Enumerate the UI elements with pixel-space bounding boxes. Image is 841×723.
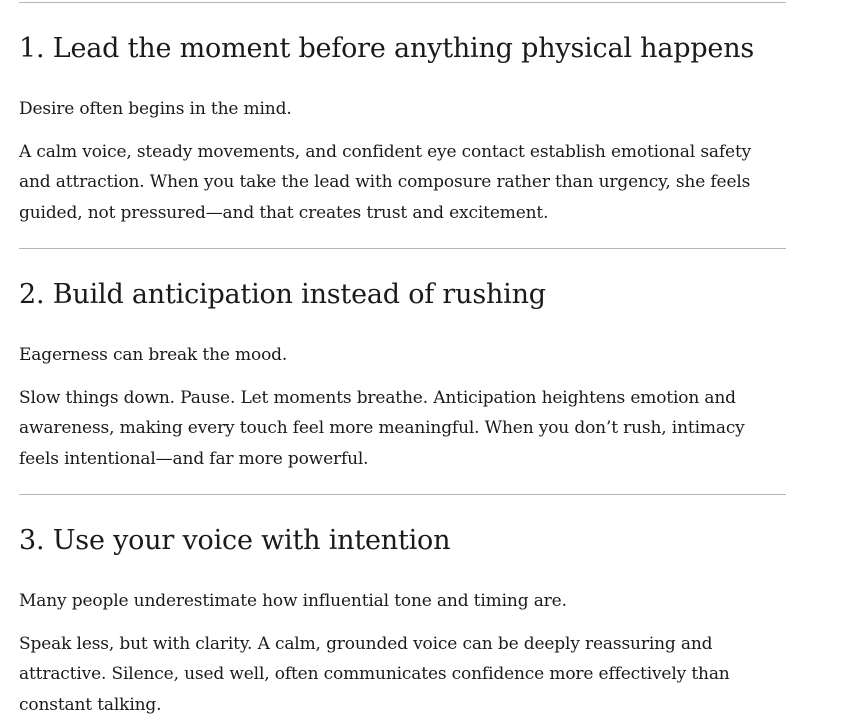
section-divider xyxy=(19,2,786,3)
section-body: Slow things down. Pause. Let moments breathe. Anticipation heightens emotion and awareness, making every touch feel more meaningful. When you don’t rush, intimacy feels intentional—and far more powerful. xyxy=(19,387,745,469)
section-body: A calm voice, steady movements, and confident eye contact establish emotional safety and attraction. When you take the lead with composure rather than urgency, she feels guided, not pressured—and that creates trust and excitement. xyxy=(19,141,752,223)
section-1 xyxy=(19,32,786,228)
section-divider xyxy=(19,248,786,249)
section-body: Speak less, but with clarity. A calm, grounded voice can be deeply reassuring and attractive. Silence, used well, often communicates confidence more effectively than constant talking. xyxy=(19,633,730,715)
section-heading: 2. Build anticipation instead of rushing xyxy=(19,279,546,310)
section-lead: Eagerness can break the mood. xyxy=(19,345,288,365)
section-lead: Many people underestimate how influential tone and timing are. xyxy=(19,591,567,611)
section-heading: 1. Lead the moment before anything physical happens xyxy=(19,33,755,64)
article-body xyxy=(19,0,786,720)
section-3 xyxy=(19,524,786,720)
section-heading: 3. Use your voice with intention xyxy=(19,525,451,556)
section-2 xyxy=(19,278,786,474)
section-lead: Desire often begins in the mind. xyxy=(19,99,292,119)
section-divider xyxy=(19,494,786,495)
